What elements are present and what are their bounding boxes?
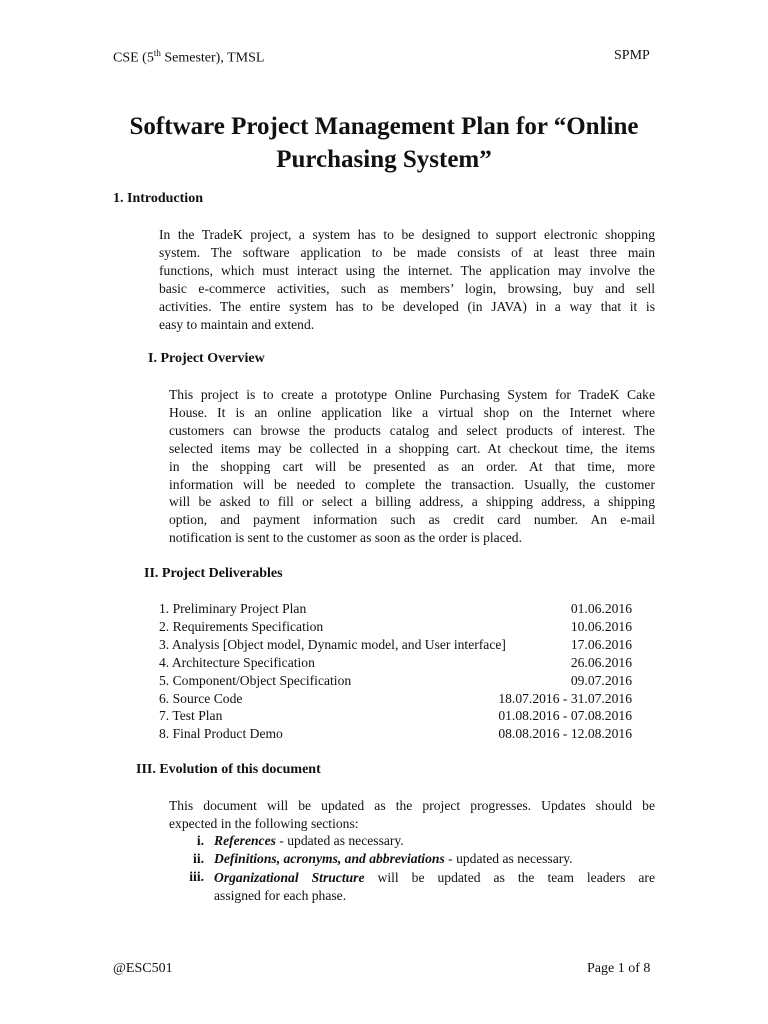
evolution-item-text: - updated as necessary. xyxy=(275,833,404,848)
introduction-line: functions, which must interact using the internet. The application may involve the xyxy=(159,262,655,278)
overview-paragraph xyxy=(169,386,655,547)
overview-line: will be asked to fill or select a billing address, a shipping address, a shipping xyxy=(169,494,655,510)
overview-line: customers can browse the products catalog and select products of interest. The xyxy=(169,422,655,438)
evolution-intro-line: expected in the following sections: xyxy=(169,815,359,831)
document-title-line2: Purchasing System” xyxy=(276,146,492,173)
header-course: CSE (5 xyxy=(113,50,154,66)
deliverable-label: 6. Source Code xyxy=(159,690,243,706)
evolution-item-term: Organizational Structure xyxy=(214,870,365,885)
evolution-item-term: References xyxy=(214,833,276,848)
deliverable-date: 18.07.2016 - 31.07.2016 xyxy=(498,690,632,706)
overview-line: House. It is an online application like a virtual shop on the Internet where xyxy=(169,404,655,420)
evolution-item xyxy=(214,851,573,867)
header-institute: Semester), TMSL xyxy=(160,50,265,66)
deliverable-label: 7. Test Plan xyxy=(159,708,223,724)
introduction-paragraph xyxy=(159,226,655,333)
deliverable-date: 26.06.2016 xyxy=(570,654,632,670)
header-superscript: th xyxy=(153,48,161,58)
evolution-item xyxy=(214,869,655,905)
evolution-item-text: will be updated as the team leaders are xyxy=(364,870,655,885)
evolution-intro-line: This document will be updated as the project progresses. Updates should be xyxy=(169,798,655,813)
page-footer-page-number: Page 1 of 8 xyxy=(587,961,651,976)
deliverable-label: 3. Analysis [Object model, Dynamic model, and User interface] xyxy=(159,636,506,652)
deliverable-label: 2. Requirements Specification xyxy=(159,618,324,634)
page-header-right: SPMP xyxy=(614,48,650,63)
evolution-item-term: Definitions, acronyms, and abbreviations xyxy=(214,851,445,866)
introduction-line: system. The software application to be made consists of at least three main xyxy=(159,244,655,260)
deliverable-date: 10.06.2016 xyxy=(570,618,632,634)
evolution-item-continuation: assigned for each phase. xyxy=(214,887,347,903)
subsection-heading-overview: I. Project Overview xyxy=(148,351,265,366)
document-title-line1: Software Project Management Plan for “Online xyxy=(129,113,639,140)
deliverable-label: 5. Component/Object Specification xyxy=(159,672,352,688)
overview-line: selected items may be collected in a shopping cart. At checkout time, the items xyxy=(169,440,655,456)
evolution-item-text: - updated as necessary. xyxy=(444,851,573,866)
evolution-item xyxy=(214,833,404,849)
introduction-line: easy to maintain and extend. xyxy=(159,316,315,332)
introduction-line: activities. The entire system has to be developed (in JAVA) in a way that it is xyxy=(159,298,655,314)
overview-line: This project is to create a prototype Online Purchasing System for TradeK Cake xyxy=(169,387,655,402)
subsection-heading-evolution: III. Evolution of this document xyxy=(136,762,321,777)
page-header-left xyxy=(113,48,264,67)
evolution-paragraph xyxy=(169,797,655,833)
deliverable-label: 8. Final Product Demo xyxy=(159,726,283,742)
page-footer-left: @ESC501 xyxy=(113,961,173,976)
deliverable-date: 17.06.2016 xyxy=(570,636,632,652)
overview-line: information will be needed to complete the transaction. Usually, the customer xyxy=(169,476,655,492)
evolution-item-number: iii. xyxy=(189,869,204,884)
deliverable-date: 09.07.2016 xyxy=(570,672,632,688)
introduction-line: basic e-commerce activities, such as members’ login, browsing, buy and sell xyxy=(159,280,655,296)
deliverable-label: 4. Architecture Specification xyxy=(159,654,315,670)
subsection-heading-deliverables: II. Project Deliverables xyxy=(144,566,283,581)
deliverable-date: 01.06.2016 xyxy=(570,601,632,616)
overview-line: in the shopping cart will be presented as an order. At that time, more xyxy=(169,458,655,474)
deliverable-date: 08.08.2016 - 12.08.2016 xyxy=(498,726,632,742)
evolution-item-number: ii. xyxy=(193,851,204,866)
evolution-item-number: i. xyxy=(196,833,204,848)
overview-line: notification is sent to the customer as soon as the order is placed. xyxy=(169,530,522,546)
introduction-line: In the TradeK project, a system has to be designed to support electronic shopping xyxy=(159,227,655,242)
section-heading-introduction: 1. Introduction xyxy=(113,191,203,206)
deliverable-date: 01.08.2016 - 07.08.2016 xyxy=(498,708,632,724)
deliverable-label: 1. Preliminary Project Plan xyxy=(159,601,307,616)
overview-line: option, and payment information such as credit card number. An e-mail xyxy=(169,512,655,528)
